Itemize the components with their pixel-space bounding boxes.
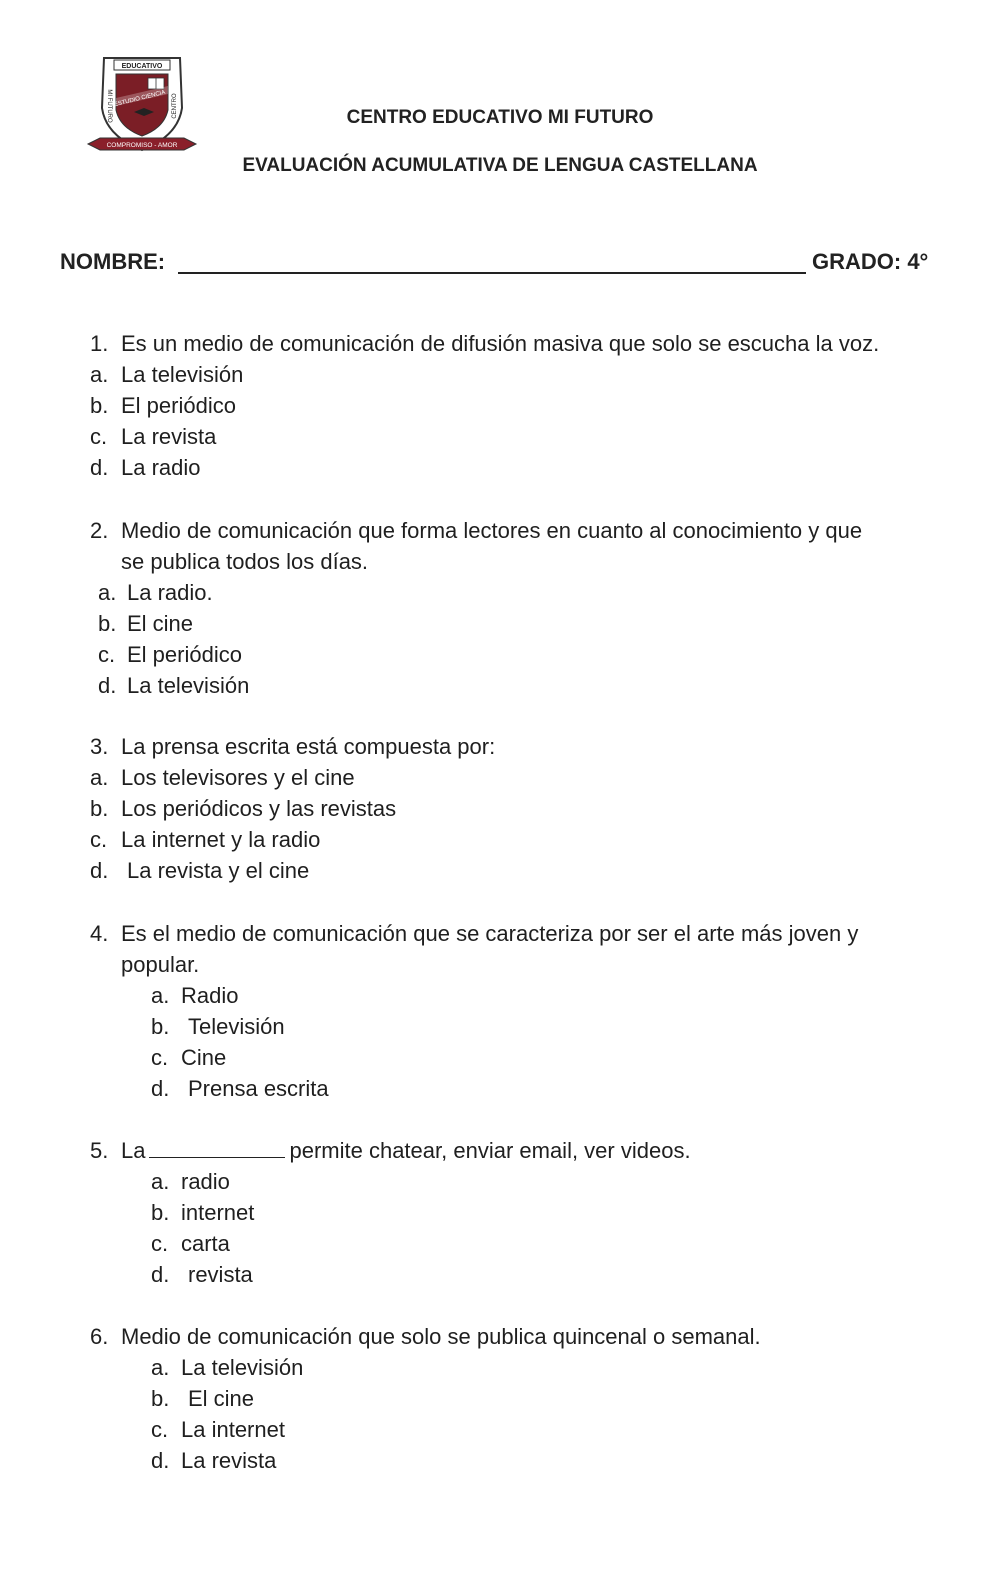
question-number: 1. bbox=[90, 331, 109, 356]
answer-option[interactable]: b. El cine bbox=[151, 1386, 255, 1411]
grade-label: GRADO: 4° bbox=[812, 249, 929, 274]
answer-option[interactable]: d. La revista bbox=[151, 1448, 277, 1473]
question-stem: 4. Es el medio de comunicación que se caracteriza por ser el arte más joven y bbox=[90, 918, 950, 949]
answer-option[interactable]: a. radio bbox=[151, 1169, 230, 1194]
answer-option[interactable]: d. La radio bbox=[90, 455, 201, 480]
exam-title: EVALUACIÓN ACUMULATIVA DE LENGUA CASTELLANA bbox=[242, 155, 758, 176]
answer-option[interactable]: a. La radio. bbox=[98, 580, 213, 605]
school-crest-icon bbox=[86, 48, 198, 160]
answer-option[interactable]: c. carta bbox=[151, 1231, 230, 1256]
answer-option[interactable]: c. La internet bbox=[151, 1417, 285, 1442]
svg-text:CENTRO: CENTRO bbox=[172, 93, 178, 119]
question-stem-cont: se publica todos los días. bbox=[121, 549, 369, 574]
answer-option[interactable]: a. La televisión bbox=[151, 1355, 304, 1380]
question-2 bbox=[90, 515, 950, 701]
question-3 bbox=[90, 731, 950, 886]
answer-option[interactable]: b. internet bbox=[151, 1200, 255, 1225]
svg-text:COMPROMISO - AMOR: COMPROMISO - AMOR bbox=[106, 142, 178, 149]
school-name: CENTRO EDUCATIVO MI FUTURO bbox=[346, 107, 654, 128]
question-6 bbox=[90, 1321, 950, 1476]
answer-option[interactable]: c. Cine bbox=[151, 1045, 227, 1070]
answer-option[interactable]: d. La televisión bbox=[98, 673, 250, 698]
name-blank-line[interactable] bbox=[178, 272, 806, 274]
answer-option[interactable]: a. Radio bbox=[151, 983, 239, 1008]
svg-text:EDUCATIVO: EDUCATIVO bbox=[121, 63, 163, 70]
fill-in-blank[interactable] bbox=[149, 1137, 285, 1158]
answer-option[interactable]: b. Televisión bbox=[151, 1014, 285, 1039]
answer-option[interactable]: c. La revista bbox=[90, 424, 217, 449]
name-label: NOMBRE: bbox=[60, 249, 166, 274]
question-stem: 2. Medio de comunicación que forma lectores en cuanto al conocimiento y que bbox=[90, 515, 950, 546]
answer-option[interactable]: d. revista bbox=[151, 1262, 253, 1287]
question-stem: 6. Medio de comunicación que solo se publica quincenal o semanal. bbox=[90, 1321, 950, 1352]
answer-option[interactable]: b. El periódico bbox=[90, 393, 236, 418]
question-5 bbox=[90, 1135, 950, 1290]
question-number: 4. bbox=[90, 921, 109, 946]
question-stem: 1. Es un medio de comunicación de difusión masiva que solo se escucha la voz. bbox=[90, 328, 950, 359]
question-stem: 3. La prensa escrita está compuesta por: bbox=[90, 731, 950, 762]
answer-option[interactable]: d. Prensa escrita bbox=[151, 1076, 329, 1101]
answer-option[interactable]: a. Los televisores y el cine bbox=[90, 765, 355, 790]
answer-option[interactable]: c. El periódico bbox=[98, 642, 242, 667]
question-number: 2. bbox=[90, 518, 109, 543]
svg-text:ESTUDIO CIENCIA: ESTUDIO CIENCIA bbox=[113, 89, 167, 109]
question-number: 3. bbox=[90, 734, 109, 759]
question-number: 6. bbox=[90, 1324, 109, 1349]
question-stem-cont: popular. bbox=[121, 952, 200, 977]
question-4 bbox=[90, 918, 950, 1104]
answer-option[interactable]: d. La revista y el cine bbox=[90, 858, 310, 883]
svg-text:MI FUTURO: MI FUTURO bbox=[106, 89, 112, 123]
question-1 bbox=[90, 328, 950, 483]
question-stem: 5. La permite chatear, enviar email, ver videos. bbox=[90, 1135, 950, 1166]
answer-option[interactable]: b. Los periódicos y las revistas bbox=[90, 796, 397, 821]
answer-option[interactable]: b. El cine bbox=[98, 611, 194, 636]
answer-option[interactable]: a. La televisión bbox=[90, 362, 244, 387]
answer-option[interactable]: c. La internet y la radio bbox=[90, 827, 321, 852]
question-number: 5. bbox=[90, 1138, 109, 1163]
